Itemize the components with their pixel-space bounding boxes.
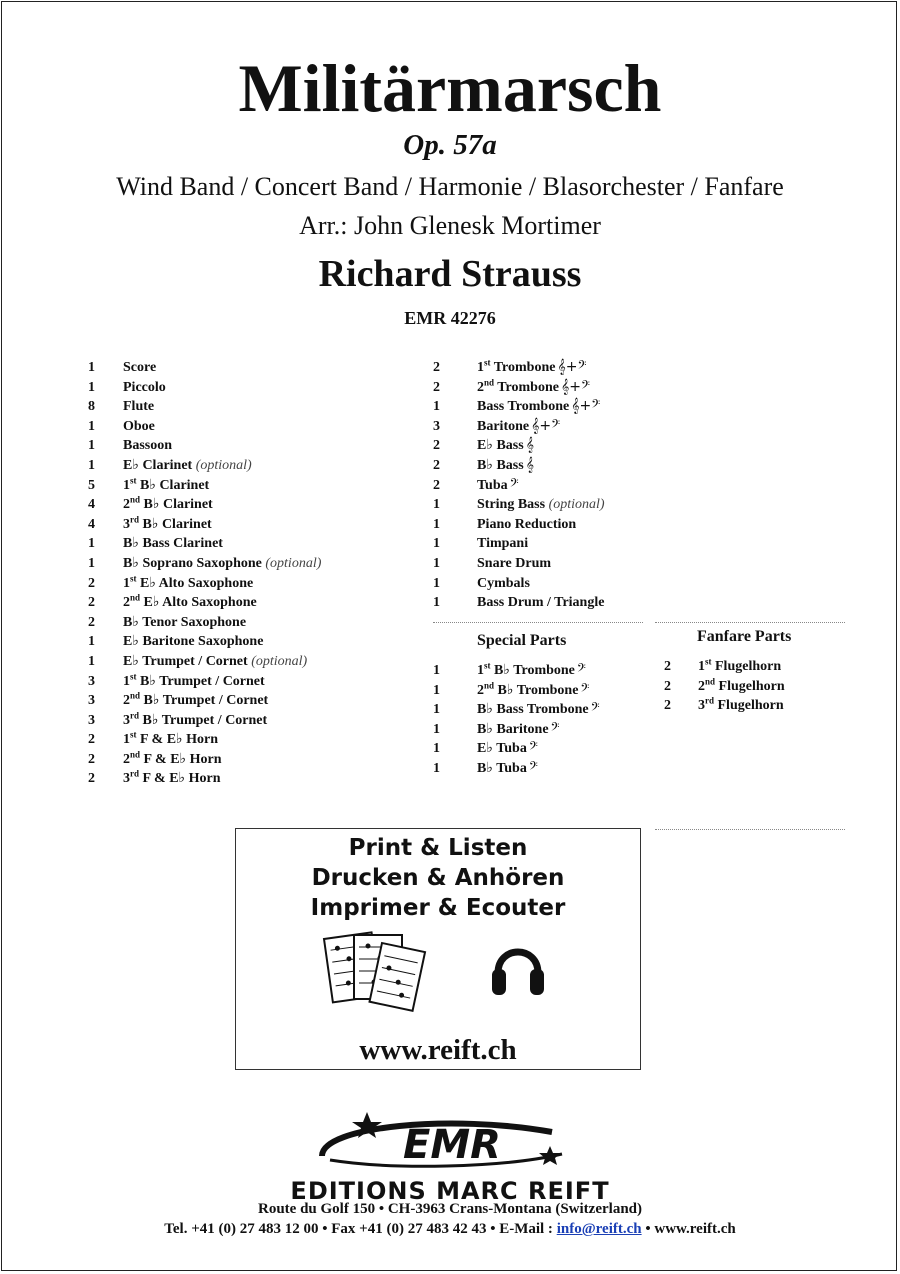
part-name: Bass Trombone 𝄞+𝄢: [477, 398, 601, 415]
optional-note: (optional): [261, 555, 322, 571]
part-name: Bass Drum / Triangle: [477, 595, 605, 611]
part-name: B♭ Tenor Saxophone: [123, 614, 247, 630]
part-quantity: 1: [88, 438, 95, 454]
arranger: Arr.: John Glenesk Mortimer: [299, 211, 601, 240]
part-name: Oboe: [123, 418, 155, 434]
publisher-contact: [0, 1219, 900, 1239]
clef-icon: 𝄞+𝄢: [571, 398, 601, 415]
part-name: 1st B♭ Trombone 𝄢: [477, 660, 586, 678]
clef-icon: 𝄢: [550, 720, 560, 737]
part-quantity: 1: [88, 457, 95, 473]
part-name: 2nd E♭ Alto Saxophone: [123, 592, 257, 611]
part-name: 2nd Trombone 𝄞+𝄢: [477, 376, 590, 395]
part-name: 1st Trombone 𝄞+𝄢: [477, 357, 587, 375]
part-name: E♭ Trumpet / Cornet (optional): [123, 653, 308, 669]
part-quantity: 2: [433, 438, 440, 454]
part-quantity: 1: [88, 634, 95, 650]
piece-title: Militärmarsch: [238, 50, 662, 126]
part-name: Flute: [123, 399, 155, 415]
part-name: 1st E♭ Alto Saxophone: [123, 572, 254, 591]
part-name: 3rd B♭ Clarinet: [123, 514, 212, 532]
part-quantity: 1: [88, 536, 95, 552]
promo-line-1: Print & Listen: [348, 835, 528, 861]
part-quantity: 5: [88, 477, 95, 493]
part-quantity: 1: [88, 555, 95, 571]
part-quantity: 2: [88, 595, 95, 611]
clef-icon: 𝄢: [528, 740, 538, 757]
clef-icon: 𝄞: [525, 437, 534, 454]
part-name: Baritone 𝄞+𝄢: [477, 417, 561, 434]
part-name: B♭ Bass Clarinet: [123, 536, 223, 552]
part-quantity: 1: [433, 516, 440, 532]
divider: [655, 622, 845, 623]
part-name: 3rd Flugelhorn: [698, 695, 784, 714]
part-quantity: 1: [88, 360, 95, 375]
part-quantity: 1: [88, 653, 95, 669]
catalog-number: EMR 42276: [404, 308, 496, 328]
part-name: E♭ Tuba 𝄢: [477, 740, 538, 757]
part-quantity: 3: [433, 418, 440, 434]
divider: [655, 829, 845, 830]
part-name: E♭ Clarinet (optional): [123, 457, 252, 473]
part-quantity: 2: [433, 379, 440, 395]
sheet-music-icon: [236, 929, 642, 1029]
clef-icon: 𝄢: [580, 681, 590, 698]
part-name: 1st B♭ Clarinet: [123, 474, 210, 493]
part-name: Piano Reduction: [477, 516, 577, 532]
clef-icon: 𝄞+𝄢: [560, 378, 590, 395]
part-name: E♭ Baritone Saxophone: [123, 634, 264, 650]
part-name: 2nd B♭ Clarinet: [123, 494, 213, 513]
part-quantity: 1: [433, 702, 440, 718]
part-name: B♭ Soprano Saxophone (optional): [123, 555, 322, 571]
contact-phone-fax: Tel. +41 (0) 27 483 12 00 • Fax +41 (0) 27 483 42 43 • E-Mail :: [164, 1221, 557, 1237]
part-name: 2nd F & E♭ Horn: [123, 749, 222, 767]
clef-icon: 𝄢: [590, 701, 600, 718]
part-quantity: 2: [433, 457, 440, 473]
part-quantity: 1: [433, 595, 440, 611]
part-quantity: 1: [433, 741, 440, 757]
part-quantity: 1: [433, 663, 440, 678]
part-quantity: 2: [88, 751, 95, 767]
part-quantity: 1: [433, 555, 440, 571]
part-name: Timpani: [477, 536, 529, 552]
part-quantity: 4: [88, 497, 95, 513]
part-quantity: 2: [88, 732, 95, 748]
part-quantity: 1: [433, 575, 440, 591]
part-name: 3rd F & E♭ Horn: [123, 768, 221, 787]
part-name: 1st B♭ Trumpet / Cornet: [123, 670, 265, 689]
special-parts-heading: Special Parts: [477, 632, 567, 649]
part-quantity: 2: [664, 698, 671, 714]
part-name: Tuba 𝄢: [477, 476, 519, 493]
part-quantity: 1: [433, 497, 440, 513]
part-quantity: 1: [433, 760, 440, 776]
part-quantity: 1: [433, 536, 440, 552]
clef-icon: 𝄞+𝄢: [531, 417, 561, 434]
part-name: 2nd Flugelhorn: [698, 675, 785, 694]
divider: [433, 622, 643, 623]
part-quantity: 2: [433, 360, 440, 375]
part-quantity: 1: [88, 379, 95, 395]
part-name: 2nd B♭ Trombone 𝄢: [477, 679, 590, 698]
part-quantity: 2: [88, 614, 95, 630]
publisher-address: Route du Golf 150 • CH-3963 Crans-Montana (Switzerland): [258, 1201, 642, 1217]
part-quantity: 2: [433, 477, 440, 493]
composer: Richard Strauss: [318, 253, 582, 295]
part-name: Piccolo: [123, 379, 166, 395]
optional-note: (optional): [192, 457, 252, 473]
opus-number: Op. 57a: [403, 129, 497, 161]
part-quantity: 3: [88, 673, 95, 689]
publisher-name: EDITIONS MARC REIFT: [290, 1177, 610, 1205]
part-quantity: 2: [88, 575, 95, 591]
part-quantity: 8: [88, 399, 95, 415]
part-quantity: 1: [433, 399, 440, 415]
part-quantity: 2: [664, 659, 671, 674]
clef-icon: 𝄞+𝄢: [557, 359, 587, 375]
part-name: String Bass (optional): [477, 497, 605, 513]
instrumentation-genre: Wind Band / Concert Band / Harmonie / Blasorchester / Fanfare: [116, 172, 784, 201]
part-name: 3rd B♭ Trumpet / Cornet: [123, 710, 268, 728]
contact-website: • www.reift.ch: [641, 1221, 736, 1237]
part-name: Snare Drum: [477, 555, 552, 571]
clef-icon: 𝄞: [525, 456, 534, 473]
part-name: B♭ Baritone 𝄢: [477, 720, 560, 737]
part-name: Cymbals: [477, 575, 530, 591]
optional-note: (optional): [247, 653, 308, 669]
emr-logo: [302, 1108, 602, 1180]
clef-icon: 𝄢: [509, 476, 519, 493]
part-quantity: 4: [88, 516, 95, 532]
clef-icon: 𝄢: [528, 759, 538, 776]
part-name: E♭ Bass 𝄞: [477, 437, 534, 454]
part-name: B♭ Tuba 𝄢: [477, 759, 538, 776]
part-quantity: 1: [433, 682, 440, 698]
clef-icon: 𝄢: [576, 662, 586, 678]
part-quantity: 3: [88, 693, 95, 709]
part-name: 1st Flugelhorn: [698, 656, 782, 674]
part-name: B♭ Bass 𝄞: [477, 456, 534, 473]
part-name: Score: [123, 360, 157, 375]
email-link[interactable]: info@reift.ch: [556, 1221, 642, 1237]
part-quantity: 2: [88, 771, 95, 787]
part-quantity: 1: [433, 721, 440, 737]
fanfare-parts-heading: Fanfare Parts: [697, 628, 792, 645]
headphones-icon: [488, 933, 548, 1003]
logo-text: EMR: [403, 1122, 501, 1168]
part-quantity: 2: [664, 678, 671, 694]
promo-line-3: Imprimer & Ecouter: [310, 895, 566, 921]
part-name: 1st F & E♭ Horn: [123, 729, 219, 748]
part-quantity: 3: [88, 712, 95, 728]
optional-note: (optional): [545, 497, 605, 513]
part-name: 2nd B♭ Trumpet / Cornet: [123, 690, 269, 709]
promo-website[interactable]: www.reift.ch: [359, 1034, 517, 1066]
part-quantity: 1: [88, 418, 95, 434]
part-name: Bassoon: [123, 438, 173, 454]
part-name: B♭ Bass Trombone 𝄢: [477, 701, 600, 718]
promo-line-2: Drucken & Anhören: [311, 865, 565, 891]
